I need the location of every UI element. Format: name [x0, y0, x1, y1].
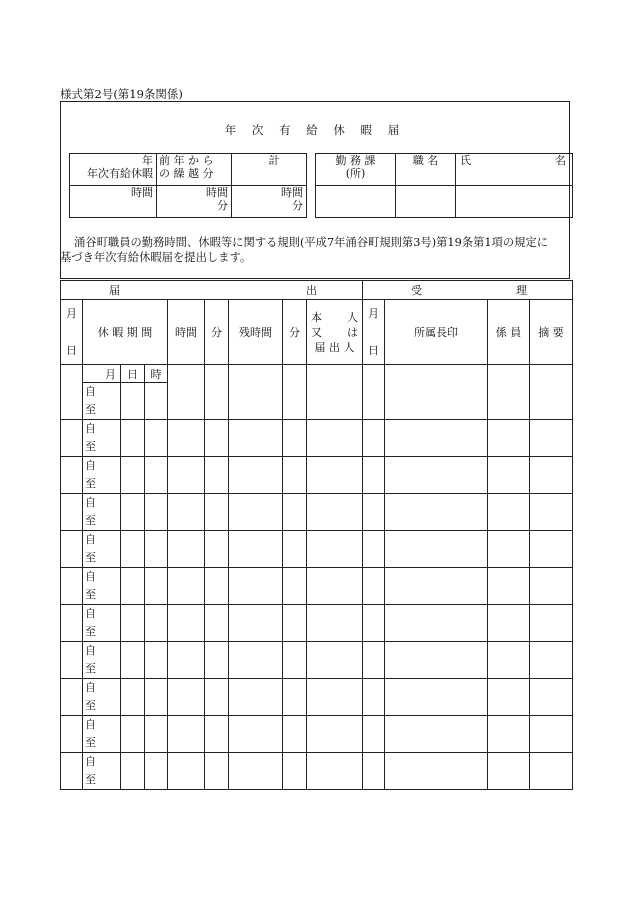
entry-hour-cell[interactable]	[145, 605, 168, 642]
department-paren-label: (所)	[345, 167, 366, 180]
entry-remaining-hours-cell[interactable]	[229, 679, 283, 716]
entry-hour-cell[interactable]	[145, 642, 168, 679]
from-label: 自	[85, 570, 96, 583]
to-label: 至	[85, 440, 96, 453]
entry-remaining-hours-cell[interactable]	[229, 365, 283, 420]
entry-clerk-cell[interactable]	[488, 568, 530, 605]
entry-date-cell[interactable]	[61, 420, 83, 457]
annual-leave-label: 年次有給休暇	[87, 167, 153, 180]
clerk-header	[488, 300, 530, 365]
carryover-label-1: 前 年 か ら	[159, 154, 214, 167]
to-label: 至	[85, 588, 96, 601]
hours-header	[168, 300, 205, 365]
entry-chief-seal-cell[interactable]	[385, 420, 488, 457]
entry-chief-seal-cell[interactable]	[385, 753, 488, 790]
from-label: 自	[85, 607, 96, 620]
submit-char-1: 届	[109, 283, 120, 297]
notice-line-2: 基づき年次有給休暇届を提出します。	[60, 251, 252, 264]
from-label: 自	[85, 644, 96, 657]
from-label: 自	[85, 496, 96, 509]
leave-summary-table	[69, 153, 307, 218]
submit-date-header	[61, 300, 83, 365]
entry-day-cell[interactable]	[121, 679, 145, 716]
to-label: 至	[85, 662, 96, 675]
form-reference: 様式第2号(第19条関係)	[60, 87, 183, 101]
notice-text	[60, 235, 572, 265]
entry-hours-cell[interactable]	[168, 716, 205, 753]
entry-hours-cell[interactable]	[168, 365, 205, 420]
minutes-label: 分	[211, 325, 222, 339]
entry-hour-cell[interactable]	[145, 457, 168, 494]
entry-applicant-cell[interactable]	[307, 753, 363, 790]
carryover-label-2: の 繰 越 分	[159, 167, 214, 180]
annual-leave-value-cell[interactable]	[70, 186, 157, 218]
entry-remarks-cell[interactable]	[530, 568, 573, 605]
from-label: 自	[85, 422, 96, 435]
to-label-cell	[83, 401, 121, 420]
entry-day-cell[interactable]	[121, 531, 145, 568]
entry-day-cell[interactable]	[121, 605, 145, 642]
entry-remaining-hours-cell[interactable]	[229, 420, 283, 457]
entry-remaining-minutes-cell[interactable]	[283, 457, 307, 494]
submission-section-header	[61, 281, 363, 300]
receive-char-1: 受	[411, 283, 422, 297]
entry-remaining-minutes-cell[interactable]	[283, 753, 307, 790]
entry-date-cell[interactable]	[61, 457, 83, 494]
entry-day-cell[interactable]	[121, 753, 145, 790]
entry-day-cell[interactable]	[121, 568, 145, 605]
entry-day-cell[interactable]	[121, 420, 145, 457]
to-label-cell	[83, 660, 121, 679]
table-row	[61, 679, 573, 698]
from-label: 自	[85, 718, 96, 731]
name-label-first: 氏	[460, 154, 471, 167]
entry-date-cell[interactable]	[61, 605, 83, 642]
applicant-char-1: 本	[311, 310, 322, 324]
entry-chief-seal-cell[interactable]	[385, 716, 488, 753]
entry-chief-seal-cell[interactable]	[385, 605, 488, 642]
name-label-last: 名	[555, 154, 566, 167]
entry-clerk-cell[interactable]	[488, 494, 530, 531]
table-row	[61, 753, 573, 772]
entry-remarks-cell[interactable]	[530, 642, 573, 679]
table-row	[61, 457, 573, 476]
table-row	[61, 420, 573, 439]
carryover-cell	[157, 154, 232, 186]
entry-chief-seal-cell[interactable]	[385, 457, 488, 494]
entry-hours-cell[interactable]	[168, 753, 205, 790]
entry-receipt-date-cell[interactable]	[363, 457, 385, 494]
year-label: 年	[142, 154, 153, 167]
name-input[interactable]	[456, 186, 573, 218]
entry-receipt-date-cell[interactable]	[363, 531, 385, 568]
entry-applicant-cell[interactable]	[307, 494, 363, 531]
entry-hours-cell[interactable]	[168, 568, 205, 605]
entry-receipt-date-cell[interactable]	[363, 679, 385, 716]
entry-hours-cell[interactable]	[168, 457, 205, 494]
sub-month-cell	[83, 365, 121, 383]
entry-remarks-cell[interactable]	[530, 457, 573, 494]
minutes-header	[205, 300, 229, 365]
entry-receipt-date-cell[interactable]	[363, 568, 385, 605]
entry-hour-cell[interactable]	[145, 753, 168, 790]
entry-remaining-hours-cell[interactable]	[229, 494, 283, 531]
annual-leave-cell	[70, 154, 157, 186]
remarks-label: 摘 要	[538, 325, 564, 339]
submit-char-2: 出	[306, 283, 317, 297]
entry-remaining-minutes-cell[interactable]	[283, 568, 307, 605]
entry-remarks-cell[interactable]	[530, 716, 573, 753]
entry-receipt-date-cell[interactable]	[363, 716, 385, 753]
entry-applicant-cell[interactable]	[307, 365, 363, 420]
chief-seal-label: 所属長印	[414, 325, 458, 339]
entry-minutes-cell[interactable]	[205, 753, 229, 790]
notice-line-1: 涌谷町職員の勤務時間、休暇等に関する規則(平成7年涌谷町規則第3号)第19条第1項の規定に	[74, 236, 549, 249]
from-label-cell	[83, 642, 121, 661]
unit-hours: 時間	[206, 186, 228, 199]
total-cell	[232, 154, 307, 186]
table-row	[61, 642, 573, 661]
from-label: 自	[85, 385, 96, 398]
to-label: 至	[85, 477, 96, 490]
entry-day-cell[interactable]	[121, 642, 145, 679]
clerk-label: 係 員	[495, 325, 522, 339]
to-label: 至	[85, 699, 96, 712]
entry-remarks-cell[interactable]	[530, 531, 573, 568]
entry-clerk-cell[interactable]	[488, 457, 530, 494]
entry-chief-seal-cell[interactable]	[385, 642, 488, 679]
to-label: 至	[85, 403, 96, 416]
table-row	[61, 494, 573, 513]
name-header	[456, 154, 573, 186]
total-label: 計	[268, 154, 280, 167]
entry-clerk-cell[interactable]	[488, 531, 530, 568]
to-label-cell	[83, 771, 121, 790]
table-row	[61, 568, 573, 587]
entry-clerk-cell[interactable]	[488, 420, 530, 457]
entry-minutes-cell[interactable]	[205, 568, 229, 605]
from-label-cell	[83, 605, 121, 624]
department-header	[316, 154, 396, 186]
table-row	[61, 531, 573, 550]
applicant-char-3: 又	[311, 325, 322, 339]
entry-remaining-hours-cell[interactable]	[229, 605, 283, 642]
department-input[interactable]	[316, 186, 396, 218]
sub-month-label: 月	[105, 368, 116, 381]
entry-remarks-cell[interactable]	[530, 679, 573, 716]
entry-remarks-cell[interactable]	[530, 753, 573, 790]
from-label-cell	[83, 457, 121, 476]
entry-minutes-cell[interactable]	[205, 531, 229, 568]
form-title: 年 次 有 給 休 暇 届	[224, 123, 406, 137]
to-label-cell	[83, 697, 121, 716]
entry-hours-cell[interactable]	[168, 605, 205, 642]
receipt-section-header	[363, 281, 573, 300]
entry-day-cell[interactable]	[121, 494, 145, 531]
to-label-cell	[83, 475, 121, 494]
from-label-cell	[83, 383, 121, 402]
entry-remaining-minutes-cell[interactable]	[283, 679, 307, 716]
entry-hour-cell[interactable]	[145, 716, 168, 753]
table-row	[61, 605, 573, 624]
entry-applicant-cell[interactable]	[307, 605, 363, 642]
applicant-header	[307, 300, 363, 365]
leave-period-header	[83, 300, 168, 365]
to-label: 至	[85, 736, 96, 749]
to-label-cell	[83, 512, 121, 531]
entry-minutes-cell[interactable]	[205, 642, 229, 679]
position-input[interactable]	[396, 186, 456, 218]
unit-minutes: 分	[217, 199, 228, 212]
entry-applicant-cell[interactable]	[307, 716, 363, 753]
month-label: 月	[66, 307, 77, 320]
entry-applicant-cell[interactable]	[307, 457, 363, 494]
sub-hour-label: 時	[150, 368, 162, 381]
sub-day-cell	[121, 365, 145, 383]
total-value-cell[interactable]	[232, 186, 307, 218]
entry-clerk-cell[interactable]	[488, 605, 530, 642]
applicant-char-5: 届 出 人	[314, 340, 355, 354]
entry-remaining-hours-cell[interactable]	[229, 568, 283, 605]
entry-hour-cell[interactable]	[145, 383, 168, 420]
entry-hours-cell[interactable]	[168, 642, 205, 679]
from-label-cell	[83, 494, 121, 513]
to-label: 至	[85, 625, 96, 638]
to-label: 至	[85, 773, 96, 786]
applicant-char-4: は	[347, 325, 358, 339]
leave-period-label: 休 暇 期 間	[97, 325, 153, 339]
entry-applicant-cell[interactable]	[307, 420, 363, 457]
entry-minutes-cell[interactable]	[205, 494, 229, 531]
unit-minutes: 分	[292, 199, 303, 212]
applicant-char-2: 人	[347, 310, 358, 324]
entry-minutes-cell[interactable]	[205, 365, 229, 420]
position-label: 職 名	[412, 154, 439, 167]
from-label-cell	[83, 420, 121, 439]
sub-hour-cell	[145, 365, 168, 383]
entry-minutes-cell[interactable]	[205, 457, 229, 494]
from-label-cell	[83, 716, 121, 735]
entry-clerk-cell[interactable]	[488, 753, 530, 790]
entry-remarks-cell[interactable]	[530, 365, 573, 420]
from-label: 自	[85, 755, 96, 768]
entry-applicant-cell[interactable]	[307, 679, 363, 716]
entry-date-cell[interactable]	[61, 642, 83, 679]
entry-remaining-minutes-cell[interactable]	[283, 494, 307, 531]
entry-minutes-cell[interactable]	[205, 605, 229, 642]
from-label-cell	[83, 531, 121, 550]
entry-day-cell[interactable]	[121, 716, 145, 753]
entry-hours-cell[interactable]	[168, 420, 205, 457]
entry-receipt-date-cell[interactable]	[363, 365, 385, 420]
unit-hours: 時間	[281, 186, 303, 199]
entry-applicant-cell[interactable]	[307, 531, 363, 568]
entry-remaining-minutes-cell[interactable]	[283, 365, 307, 420]
chief-seal-header	[385, 300, 488, 365]
entry-hour-cell[interactable]	[145, 679, 168, 716]
to-label-cell	[83, 438, 121, 457]
minutes-label: 分	[289, 325, 300, 339]
entry-minutes-cell[interactable]	[205, 716, 229, 753]
entry-remaining-hours-cell[interactable]	[229, 642, 283, 679]
entry-remaining-minutes-cell[interactable]	[283, 642, 307, 679]
from-label: 自	[85, 681, 96, 694]
from-label-cell	[83, 753, 121, 772]
receive-char-2: 理	[516, 283, 527, 297]
receipt-date-header	[363, 300, 385, 365]
entry-clerk-cell[interactable]	[488, 365, 530, 420]
entry-receipt-date-cell[interactable]	[363, 494, 385, 531]
to-label: 至	[85, 514, 96, 527]
entry-applicant-cell[interactable]	[307, 568, 363, 605]
entry-minutes-cell[interactable]	[205, 679, 229, 716]
entry-chief-seal-cell[interactable]	[385, 679, 488, 716]
day-label: 日	[368, 344, 379, 357]
entry-remaining-hours-cell[interactable]	[229, 531, 283, 568]
entry-receipt-date-cell[interactable]	[363, 420, 385, 457]
entry-hour-cell[interactable]	[145, 494, 168, 531]
entry-remarks-cell[interactable]	[530, 605, 573, 642]
from-label: 自	[85, 533, 96, 546]
to-label-cell	[83, 586, 121, 605]
from-label-cell	[83, 568, 121, 587]
from-label-cell	[83, 679, 121, 698]
entry-receipt-date-cell[interactable]	[363, 605, 385, 642]
to-label-cell	[83, 549, 121, 568]
remaining-hours-label: 残時間	[239, 325, 272, 339]
entry-date-cell[interactable]	[61, 365, 83, 420]
entry-hour-cell[interactable]	[145, 568, 168, 605]
entry-remaining-minutes-cell[interactable]	[283, 605, 307, 642]
department-label: 勤 務 課	[335, 154, 376, 167]
entry-remaining-hours-cell[interactable]	[229, 753, 283, 790]
entry-date-cell[interactable]	[61, 716, 83, 753]
entry-remarks-cell[interactable]	[530, 494, 573, 531]
entry-clerk-cell[interactable]	[488, 642, 530, 679]
hours-label: 時間	[175, 325, 197, 339]
entry-date-cell[interactable]	[61, 679, 83, 716]
table-row	[61, 716, 573, 735]
day-label: 日	[66, 344, 77, 357]
position-header	[396, 154, 456, 186]
entry-hour-cell[interactable]	[145, 531, 168, 568]
entry-minutes-cell[interactable]	[205, 420, 229, 457]
entry-chief-seal-cell[interactable]	[385, 531, 488, 568]
entry-date-cell[interactable]	[61, 494, 83, 531]
entry-date-cell[interactable]	[61, 568, 83, 605]
remaining-minutes-header	[283, 300, 307, 365]
entry-applicant-cell[interactable]	[307, 642, 363, 679]
to-label: 至	[85, 551, 96, 564]
entry-receipt-date-cell[interactable]	[363, 642, 385, 679]
entry-remaining-minutes-cell[interactable]	[283, 531, 307, 568]
entry-remaining-hours-cell[interactable]	[229, 716, 283, 753]
leave-request-table	[60, 280, 573, 790]
to-label-cell	[83, 623, 121, 642]
remarks-header	[530, 300, 573, 365]
unit-hours: 時間	[131, 186, 153, 199]
sub-day-label: 日	[127, 368, 138, 381]
entry-hours-cell[interactable]	[168, 679, 205, 716]
entry-day-cell[interactable]	[121, 383, 145, 420]
entry-hours-cell[interactable]	[168, 531, 205, 568]
entry-chief-seal-cell[interactable]	[385, 494, 488, 531]
entry-remarks-cell[interactable]	[530, 420, 573, 457]
entry-clerk-cell[interactable]	[488, 679, 530, 716]
entry-chief-seal-cell[interactable]	[385, 365, 488, 420]
entry-remaining-minutes-cell[interactable]	[283, 716, 307, 753]
entry-chief-seal-cell[interactable]	[385, 568, 488, 605]
entry-remaining-hours-cell[interactable]	[229, 457, 283, 494]
carryover-value-cell[interactable]	[157, 186, 232, 218]
entry-clerk-cell[interactable]	[488, 716, 530, 753]
entry-date-cell[interactable]	[61, 753, 83, 790]
entry-receipt-date-cell[interactable]	[363, 753, 385, 790]
entry-date-cell[interactable]	[61, 531, 83, 568]
to-label-cell	[83, 734, 121, 753]
employee-info-table	[315, 153, 573, 218]
remaining-hours-header	[229, 300, 283, 365]
entry-hour-cell[interactable]	[145, 420, 168, 457]
month-label: 月	[368, 307, 379, 320]
entry-hours-cell[interactable]	[168, 494, 205, 531]
from-label: 自	[85, 459, 96, 472]
entry-remaining-minutes-cell[interactable]	[283, 420, 307, 457]
entry-day-cell[interactable]	[121, 457, 145, 494]
